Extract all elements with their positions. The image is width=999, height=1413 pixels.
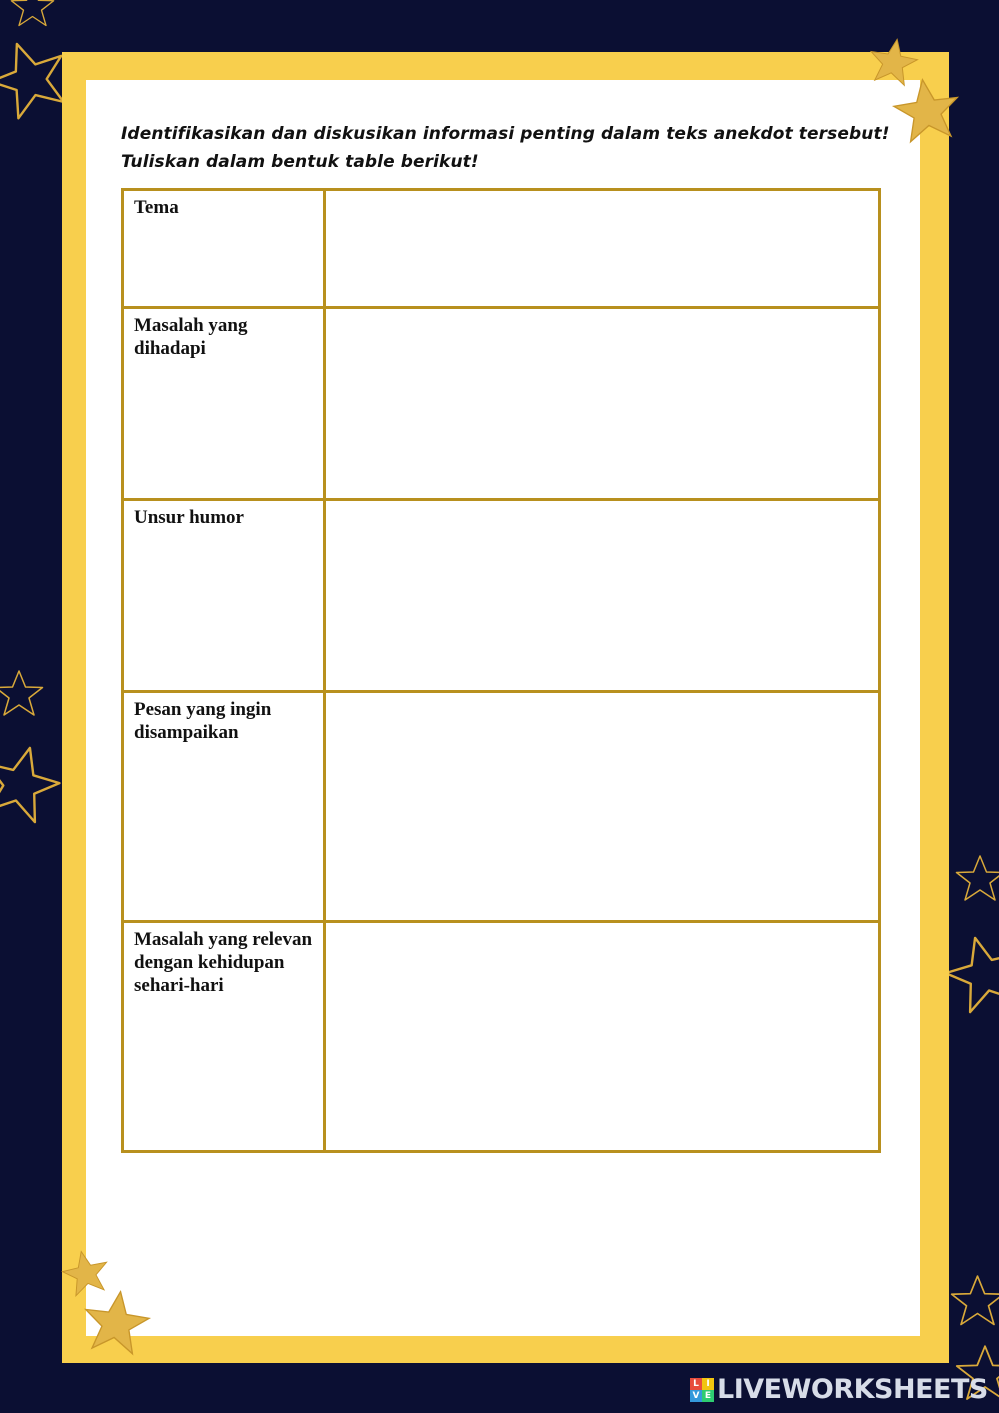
answer-cell-masalah-relevan[interactable] [325,922,880,1152]
table-row [123,692,880,922]
table-row [123,190,880,308]
row-label-masalah-relevan: Masalah yang relevan dengan kehidupan sehari-hari [123,922,325,1152]
instruction-line-2: Tuliskan dalam bentuk table berikut! [121,152,479,172]
gold-star-icon [866,35,920,86]
gold-star-icon [81,1287,153,1355]
gold-star-icon [891,75,963,143]
answer-cell-pesan[interactable] [325,692,880,922]
row-label-masalah: Masalah yang dihadapi [123,308,325,500]
logo-grid-icon: L I V E [690,1378,714,1402]
gold-star-icon [59,1247,112,1298]
table-row [123,500,880,692]
logo-text: LIVEWORKSHEETS [717,1374,988,1405]
answer-cell-tema[interactable] [325,190,880,308]
liveworksheets-logo [690,1374,988,1405]
row-label-pesan: Pesan yang ingin disampaikan [123,692,325,922]
row-label-tema: Tema [123,190,325,308]
answer-cell-unsur-humor[interactable] [325,500,880,692]
instruction-line-1: Identifikasikan dan diskusikan informasi penting dalam teks anekdot tersebut! [121,124,890,144]
instruction-text [121,120,890,176]
anecdote-analysis-table [121,188,881,1153]
table-row [123,922,880,1152]
table-row [123,308,880,500]
row-label-unsur-humor: Unsur humor [123,500,325,692]
answer-cell-masalah[interactable] [325,308,880,500]
